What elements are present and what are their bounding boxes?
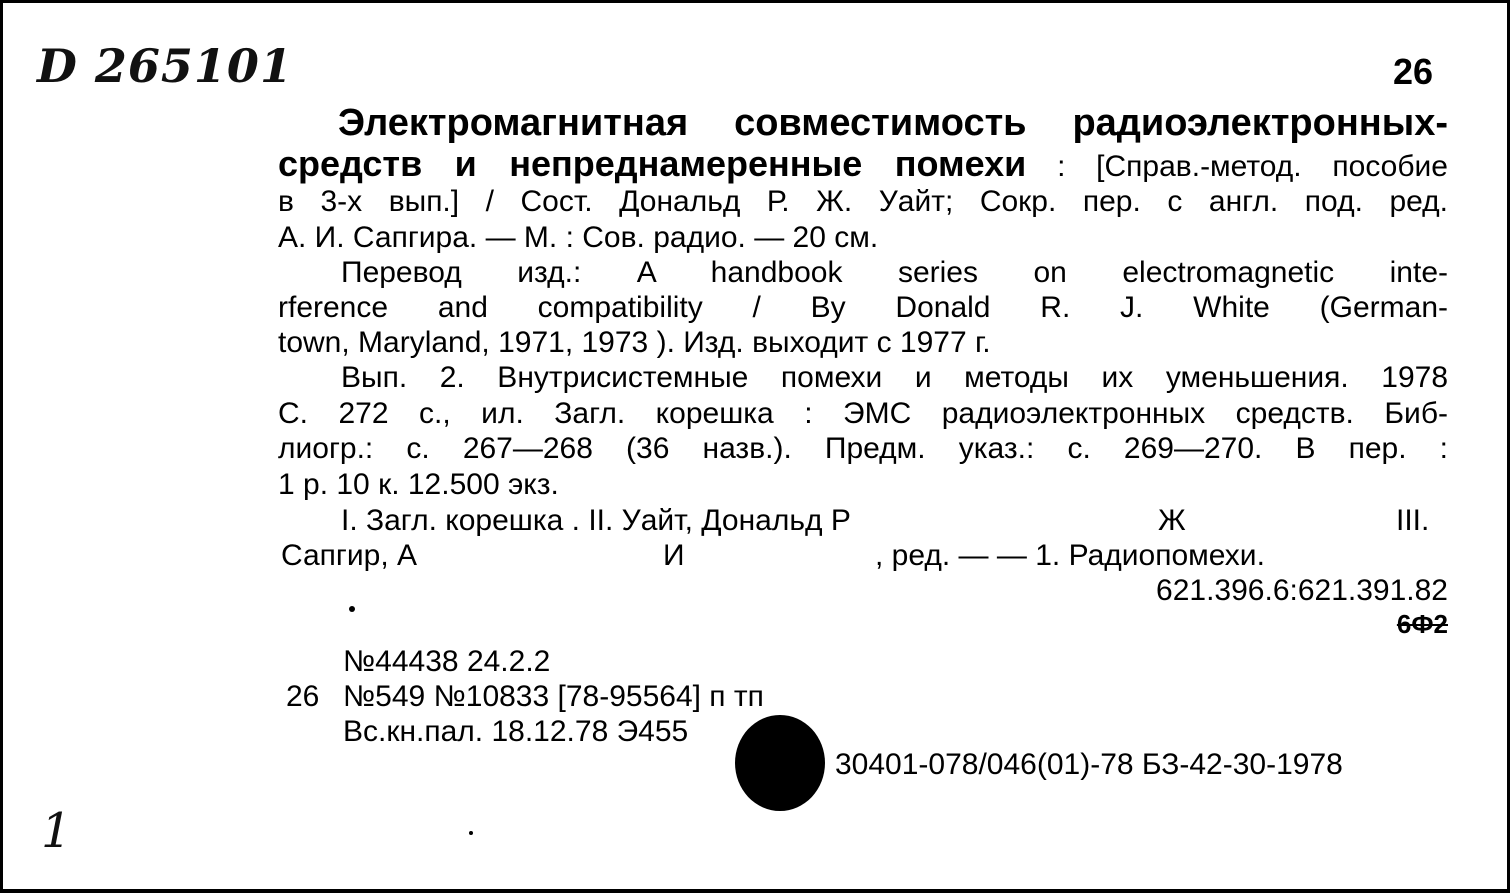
title-rest-part: : [Справ.-метод. пособие — [1026, 150, 1448, 183]
tracing-line-1-a: I. Загл. корешка . II. Уайт, Дональд Р — [341, 504, 851, 537]
tracing-line-1-b: Ж — [1158, 504, 1186, 537]
tracing-line-1-c: III. — [1396, 504, 1430, 537]
chamber-line: Вс.кн.пал. 18.12.78 Э455 — [343, 715, 689, 748]
catalog-code: 30401-078/046(01)-78 БЗ-42-30-1978 — [835, 748, 1343, 781]
tracing-line-2-b: И — [663, 539, 685, 572]
volume-line-4: 1 р. 10 к. 12.500 экз. — [278, 468, 559, 501]
bbk-code: 6Ф2 — [1396, 609, 1448, 639]
stray-dot-2 — [469, 831, 473, 835]
volume-line-1: Вып. 2. Внутрисистемные помехи и методы их уменьшения. 1978 — [341, 361, 1448, 394]
original-title-line-3: town, Maryland, 1971, 1973 ). Изд. выходит с 1977 г. — [278, 326, 991, 359]
description-line-2: в 3-х вып.] / Сост. Дональд Р. Ж. Уайт; Сокр. пер. с англ. под. ред. — [278, 185, 1448, 218]
original-title-line-1: Перевод изд.: A handbook series on electromagnetic inte- — [341, 256, 1448, 289]
title-line-1: Электромагнитная совместимость радиоэлектронных- — [338, 102, 1448, 144]
tracing-line-2-a: Сапгир, А — [281, 539, 417, 572]
shelf-mark: D 265101 — [37, 39, 293, 93]
volume-line-2: С. 272 с., ил. Загл. корешка : ЭМС радиоэлектронных средств. Биб- — [278, 397, 1448, 430]
title-bold-part: средств и непреднамеренные помехи — [278, 143, 1027, 184]
tracing-line-2-c: , ред. — — 1. Радиопомехи. — [875, 539, 1265, 572]
card-number: 26 — [1393, 51, 1434, 92]
order-line: №44438 24.2.2 — [343, 645, 551, 678]
stray-dot — [349, 606, 355, 612]
original-title-line-2: rference and compatibility / By Donald R. J. White (German- — [278, 291, 1448, 324]
title-line-2 — [278, 143, 1448, 184]
handwritten-mark: 1 — [41, 803, 72, 859]
ink-blot — [735, 715, 825, 811]
udc-code: 621.396.6:621.391.82 — [1156, 574, 1448, 607]
volume-line-3: лиогр.: с. 267—268 (36 назв.). Предм. указ.: с. 269—270. В пер. : — [278, 432, 1448, 465]
order-line-2: №549 №10833 [78-95564] п тп — [343, 680, 764, 713]
order-prefix: 26 — [286, 680, 320, 713]
description-line-3: А. И. Сапгира. — М. : Сов. радио. — 20 см. — [278, 221, 879, 254]
